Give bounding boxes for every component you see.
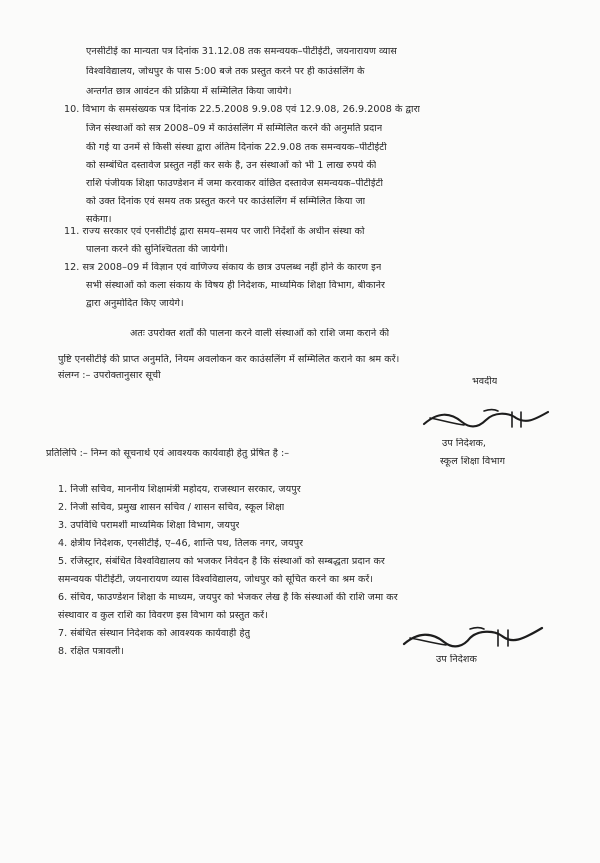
paragraph-line: अन्तर्गत छात्र आवंटन की प्रक्रिया में सम्मिलित किया जायेगे। [86,86,292,97]
signature-1 [420,402,552,436]
copy-to-item: समन्वयक पीटीईटी, जयनारायण व्यास विश्वविद्यालय, जोधपुर को सूचित करने का श्रम करें। [58,574,374,585]
point-12-line: द्वारा अनुमोदित किए जायेगे। [86,298,184,309]
copy-to-item: 4. क्षेत्रीय निदेशक, एनसीटीई, ए–46, शान्ति पथ, तिलक नगर, जयपुर [58,538,304,549]
point-11-line: 11. राज्य सरकार एवं एनसीटीई द्वारा समय–समय पर जारी निर्देशों के अधीन संस्था को [64,226,365,237]
closing-2-designation: उप निदेशक [436,654,477,665]
closing-designation: उप निदेशक, [442,438,487,449]
point-11-line: पालना करने की सुनिश्चितता की जायेगी। [86,244,228,255]
point-10-line: सकेगा। [86,214,112,225]
point-10-line: राशि पंजीयक शिक्षा फाउण्डेशन में जमा करवाकर वांछित दस्तावेज समन्वयक–पीटीईटी [86,178,384,189]
signature-2 [398,618,548,656]
point-10-line: को उक्त दिनांक एवं समय तक प्रस्तुत करने पर काउंसलिंग में सम्मिलित किया जा [86,196,366,207]
point-10-line: को सम्बंधित दस्तावेज प्रस्तुत नहीं कर सके है, उन संस्थाओं को भी 1 लाख रुपये की [86,160,377,171]
copy-to-item: 5. रजिस्ट्रार, संबंधित विश्वविद्यालय को भजकर निवेदन है कि संस्थाओं को सम्बद्धता प्रदान कर [58,556,385,567]
copy-to-item: 6. संचिव, फाउण्डेशन शिक्षा के माध्यम, जयपुर को भेजकर लेख है कि संस्थाओं की राशि जमा कर [58,592,398,603]
copy-to-item: 7. संबंधित संस्थान निदेशक को आवश्यक कार्यवाही हेतु [58,628,251,639]
copy-to-item: 3. उपविधि परामर्शी माध्यमिक शिक्षा विभाग, जयपुर [58,520,240,531]
point-10-line: 10. विभाग के समसंख्यक पत्र दिनांक 22.5.2008 9.9.08 एवं 12.9.08, 26.9.2008 के द्वारा [64,104,421,115]
request-line: अतः उपरोक्त शर्तों की पालना करने वाली संस्थाओं को राशि जमा कराने की [130,328,390,339]
request-line: पुष्टि एनसीटीई की प्राप्त अनुमति, नियम अवलोकन कर काउंसलिंग में सम्मिलित कराने का श्रम करें। [58,354,400,365]
paragraph-line: विश्वविद्यालय, जोधपुर के पास 5:00 बजे तक प्रस्तुत करने पर ही काउंसलिंग के [86,66,365,77]
copy-to-item: 2. निजी सचिव, प्रमुख शासन सचिव / शासन सचिव, स्कूल शिक्षा [58,502,285,513]
paragraph-line: एनसीटीई का मान्यता पत्र दिनांक 31.12.08 तक समन्वयक–पीटीईटी, जयनारायण व्यास [86,46,397,57]
point-12-line: सभी संस्थाओं को कला संकाय के विषय ही निदेशक, माध्यमिक शिक्षा विभाग, बीकानेर [86,280,385,291]
copy-to-heading: प्रतिलिपि :– निम्न को सूचनार्थ एवं आवश्यक कार्यवाही हेतु प्रेषित है :– [46,448,290,459]
closing-yours: भवदीय [472,376,498,387]
point-12-line: 12. सत्र 2008–09 में विज्ञान एवं वाणिज्य संकाय के छात्र उपलब्ध नहीं होने के कारण इन [64,262,382,273]
point-10-line: जिन संस्थाओं को सत्र 2008–09 में काउंसलिंग में सम्मिलित करने की अनुमति प्रदान [86,123,383,134]
copy-to-item: 8. रक्षित पत्रावली। [58,646,124,657]
closing-department: स्कूल शिक्षा विभाग [440,456,506,467]
copy-to-item: 1. निजी सचिव, माननीय शिक्षामंत्री महोदय, राजस्थान सरकार, जयपुर [58,484,301,495]
copy-to-item: संस्थावार व कुल राशि का विवरण इस विभाग को प्रस्तुत करें। [58,610,268,621]
point-10-line: की गई या उनमें से किसी संस्था द्वारा अंतिम दिनांक 22.9.08 तक समन्वयक–पीटीईटी [86,142,387,153]
enclosure-line: संलग्न :– उपरोक्तानुसार सूची [58,370,161,381]
